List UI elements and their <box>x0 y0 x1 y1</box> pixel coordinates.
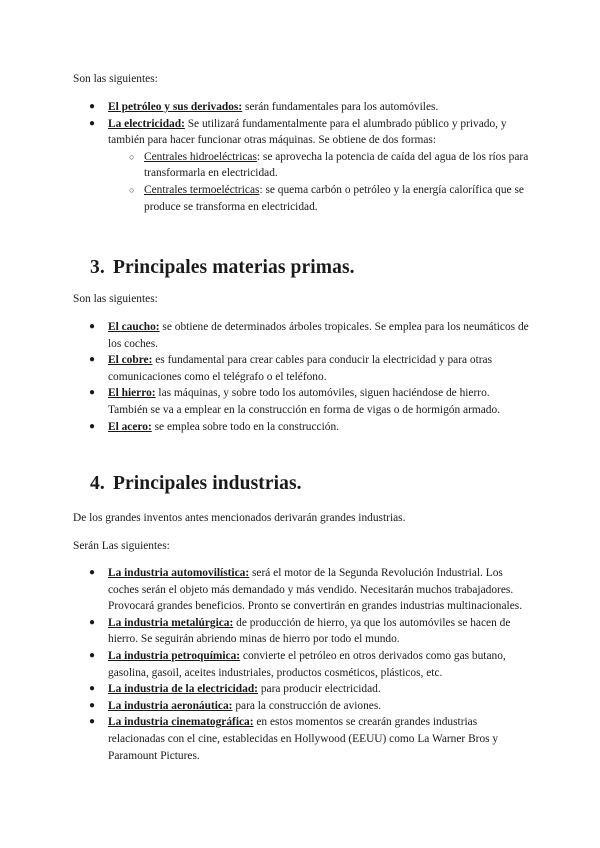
bullet-icon: ● <box>89 420 96 432</box>
list-item <box>88 116 530 216</box>
list-item <box>88 352 530 385</box>
list-item-term: El cobre: <box>108 354 153 367</box>
sub-list-item-term: Centrales termoeléctricas <box>144 183 260 196</box>
industries-list <box>88 565 530 764</box>
list-item-term: El petróleo y sus derivados: <box>108 101 243 113</box>
sub-list-item-text: : se quema carbón o petróleo y la energía calorífica que se produce se transforma en electricidad. <box>144 183 524 213</box>
list-item-term: El hierro: <box>108 387 156 400</box>
list-item-text: se obtiene de determinados árboles tropicales. Se emplea para los neumáticos de los coches. <box>108 321 529 350</box>
list-item-term: La industria aeronáutica: <box>108 699 233 712</box>
list-item <box>88 319 530 352</box>
list-item <box>88 714 530 764</box>
list-item-term: La industria cinematográfica: <box>108 716 254 729</box>
list-item-term: La industria petroquímica: <box>108 649 241 662</box>
list-item-text: serán fundamentales para los automóviles. <box>242 101 439 113</box>
bullet-icon: ● <box>89 101 96 112</box>
list-item-term: La industria automovilística: <box>108 567 250 579</box>
section-title: Principales materias primas. <box>112 257 355 278</box>
section-3-heading <box>90 256 355 280</box>
bullet-icon: ● <box>89 354 96 366</box>
list-item-term: La electricidad: <box>108 117 185 130</box>
bullet-icon: ● <box>89 649 96 661</box>
bullet-icon: ● <box>89 321 96 332</box>
hollow-bullet-icon: ○ <box>129 184 135 195</box>
section-title: Principales industrias. <box>112 473 302 494</box>
hollow-bullet-icon: ○ <box>129 151 135 162</box>
intro-paragraph: Son las siguientes: <box>73 73 158 85</box>
list-item-term: La industria de la electricidad: <box>108 683 258 696</box>
energy-list <box>88 99 530 215</box>
list-item <box>88 615 530 648</box>
electricity-forms-list <box>108 149 530 215</box>
bullet-icon: ● <box>89 683 96 695</box>
list-item <box>88 698 530 715</box>
list-item-term: La industria metalúrgica: <box>108 616 234 629</box>
section-4-heading <box>90 472 302 496</box>
sub-list-item-text: : se aprovecha la potencia de caída del agua de los ríos para transformarla en electricidad. <box>144 150 529 180</box>
sub-list-item-term: Centrales hidroeléctricas <box>144 150 257 163</box>
bullet-icon: ● <box>89 699 96 711</box>
bullet-icon: ● <box>89 387 96 399</box>
materials-list <box>88 319 530 435</box>
list-item <box>88 565 530 615</box>
intro-paragraph: De los grandes inventos antes mencionados derivarán grandes industrias. <box>73 512 406 524</box>
bullet-icon: ● <box>89 616 96 628</box>
bullet-icon: ● <box>89 716 96 728</box>
list-item-text: de producción de hierro, ya que los automóviles se hacen de hierro. Se seguirán abriendo minas de hierro por todo el mundo. <box>108 616 511 646</box>
section-number: 4. <box>90 473 105 494</box>
list-item-text: para la construcción de aviones. <box>232 699 382 712</box>
list-item <box>88 385 530 418</box>
intro-paragraph: Serán Las siguientes: <box>73 540 170 552</box>
list-item <box>88 681 530 698</box>
list-item <box>88 99 530 116</box>
list-item-text: las máquinas, y sobre todo los automóviles, siguen haciéndose de hierro. También se va a emplear en la construcción en forma de vigas o de hormigón armado. <box>108 387 501 416</box>
bullet-icon: ● <box>89 567 96 578</box>
list-item <box>88 648 530 681</box>
list-item-term: El acero: <box>108 420 152 433</box>
list-item-text: en estos momentos se crearán grandes industrias relacionadas con el cine, establecidas en Hollywood (EEUU) como La Warner Bros y Paramount Pictures. <box>108 716 499 762</box>
sub-list-item <box>108 149 530 182</box>
intro-paragraph: Son las siguientes: <box>73 293 158 305</box>
bullet-icon: ● <box>89 117 96 129</box>
section-number: 3. <box>90 257 105 278</box>
sub-list-item <box>108 182 530 215</box>
list-item-text: es fundamental para crear cables para conducir la electricidad y para otras comunicaciones como el telégrafo o el teléfono. <box>108 354 493 383</box>
list-item-term: El caucho: <box>108 321 160 333</box>
list-item <box>88 419 530 436</box>
list-item-text: para producir electricidad. <box>257 683 381 696</box>
list-item-text: convierte el petróleo en otros derivados como gas butano, gasolina, gasoil, aceites industriales, productos cosméticos, plásticos, etc. <box>108 649 506 679</box>
list-item-text: se emplea sobre todo en la construcción. <box>151 420 340 433</box>
list-item-text: Se utilizará fundamentalmente para el alumbrado público y privado, y también para hacer funcionar otras máquinas. Se obtiene de dos formas: <box>108 117 507 147</box>
list-item-text: será el motor de la Segunda Revolución Industrial. Los coches serán el objeto más demandado y más vendido. Necesitarán muchos trabajadores. Provocará grandes beneficios. Pronto se convertirán en grandes industrias multinacionales. <box>108 567 523 613</box>
